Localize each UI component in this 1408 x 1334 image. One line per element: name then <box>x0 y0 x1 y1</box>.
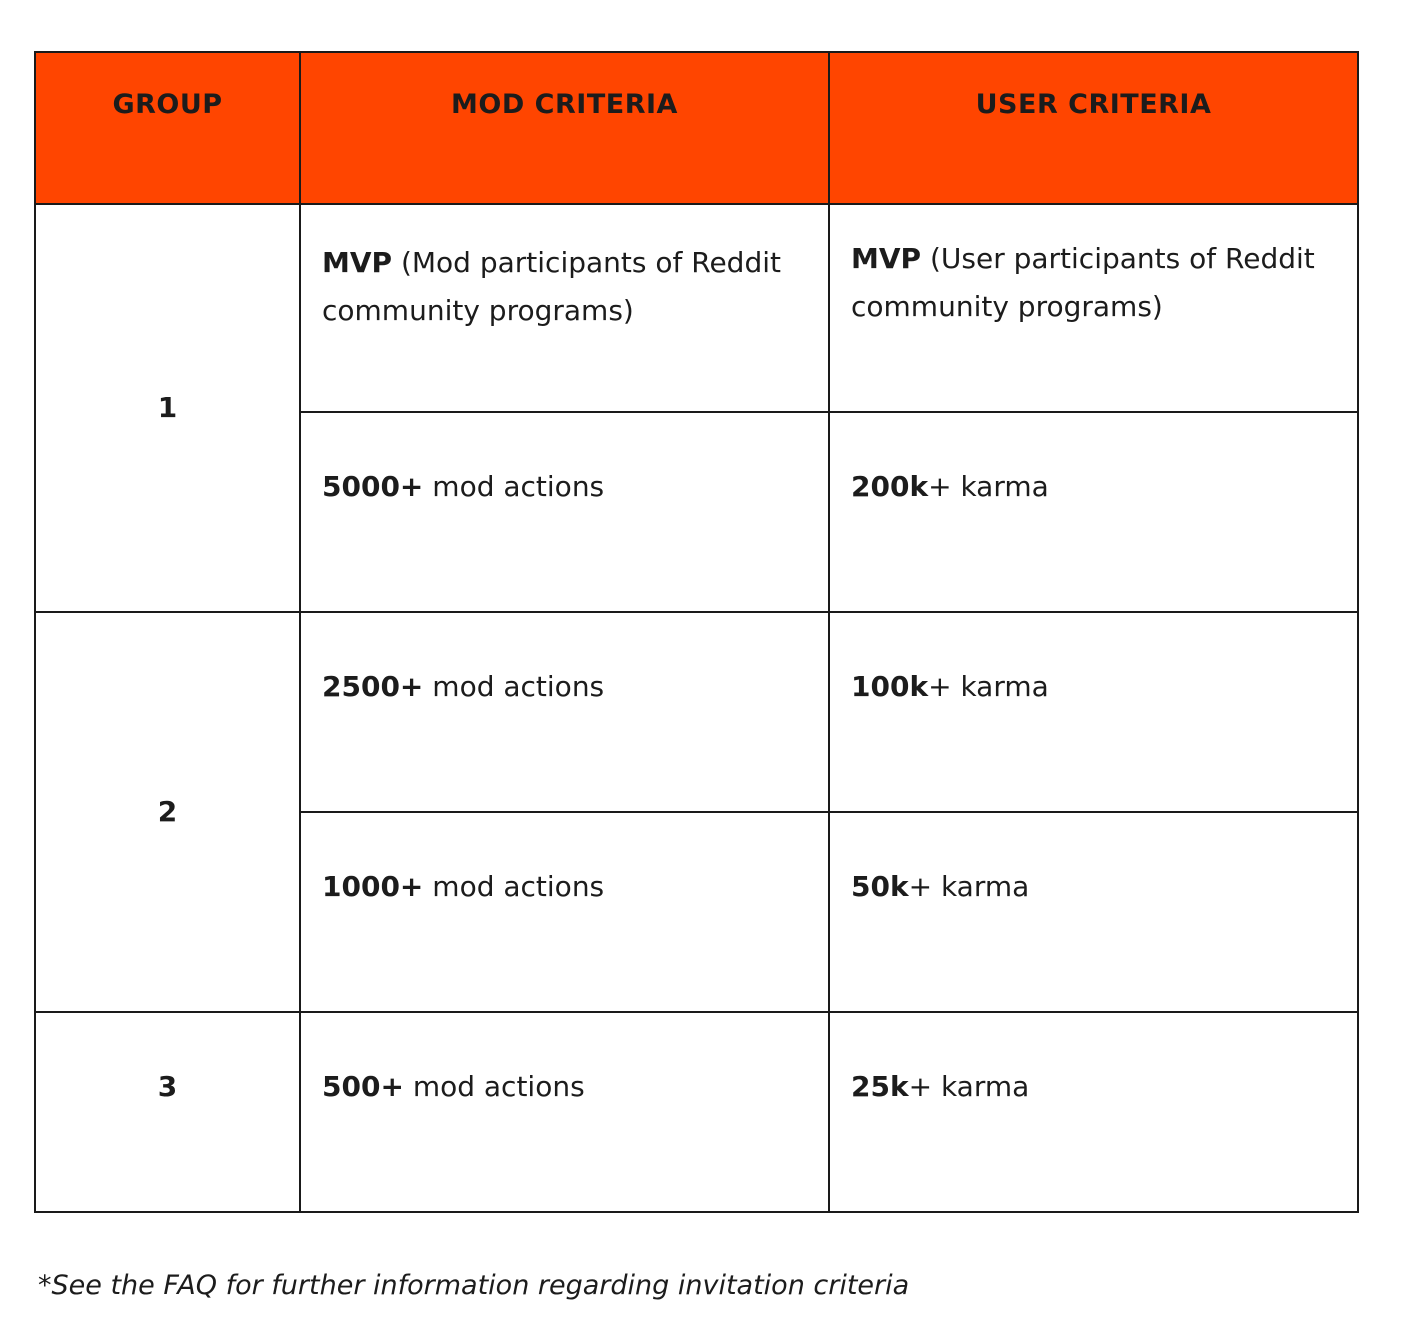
header-mod-criteria: MOD CRITERIA <box>300 52 829 204</box>
user-criteria-bold: 25k <box>851 1070 909 1103</box>
user-criteria-text: + karma <box>908 870 1030 903</box>
user-criteria-text: + karma <box>928 670 1049 703</box>
user-criteria-bold: 50k <box>851 870 909 903</box>
group-cell-1: 1 <box>35 204 300 612</box>
table-row <box>35 612 1358 812</box>
mod-criteria-bold: 500+ <box>322 1070 404 1103</box>
user-criteria-text: (User participants of Reddit community programs) <box>851 242 1315 323</box>
user-criteria-cell <box>829 612 1358 812</box>
footnote: *See the FAQ for further information regarding invitation criteria <box>38 1270 910 1301</box>
mod-criteria-cell <box>300 1012 829 1212</box>
mod-criteria-bold: 2500+ <box>322 670 424 703</box>
user-criteria-cell <box>829 412 1358 612</box>
mod-criteria-text: (Mod participants of Reddit community programs) <box>322 246 781 327</box>
user-criteria-bold: 100k <box>851 670 929 703</box>
mod-criteria-text: mod actions <box>423 670 605 703</box>
mod-criteria-bold: MVP <box>322 246 393 279</box>
group-cell-2: 2 <box>35 612 300 1012</box>
user-criteria-cell <box>829 1012 1358 1212</box>
table-header-row <box>35 52 1358 204</box>
mod-criteria-bold: 1000+ <box>322 870 424 903</box>
user-criteria-bold: 200k <box>851 470 929 503</box>
mod-criteria-cell <box>300 812 829 1012</box>
mod-criteria-bold: 5000+ <box>322 470 424 503</box>
table-row <box>35 1012 1358 1212</box>
mod-criteria-cell <box>300 612 829 812</box>
user-criteria-text: + karma <box>908 1070 1030 1103</box>
criteria-table <box>34 51 1359 1213</box>
user-criteria-bold: MVP <box>851 242 922 275</box>
mod-criteria-text: mod actions <box>423 870 605 903</box>
user-criteria-cell <box>829 204 1358 412</box>
mod-criteria-text: mod actions <box>403 1070 585 1103</box>
user-criteria-text: + karma <box>928 470 1049 503</box>
header-group: GROUP <box>35 52 300 204</box>
mod-criteria-cell <box>300 412 829 612</box>
group-cell-3: 3 <box>35 1012 300 1212</box>
user-criteria-cell <box>829 812 1358 1012</box>
table-row <box>35 204 1358 412</box>
header-user-criteria: USER CRITERIA <box>829 52 1358 204</box>
mod-criteria-cell <box>300 204 829 412</box>
mod-criteria-text: mod actions <box>423 470 605 503</box>
